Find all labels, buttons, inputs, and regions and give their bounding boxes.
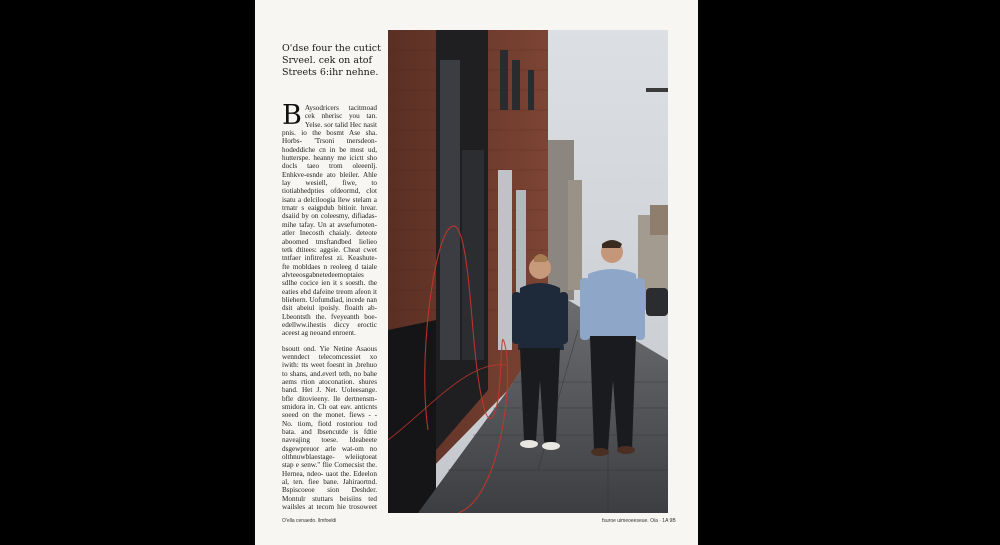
footer-left-text: O'ella cenaedo. llmfoeldi bbox=[282, 518, 337, 524]
article-paragraph-1 bbox=[282, 104, 377, 338]
drop-cap: B bbox=[282, 104, 302, 131]
street-photo-illustration bbox=[388, 30, 668, 513]
footer-right-text: fsuroe uimeoeeseue. Oia · 1A 9B bbox=[602, 518, 676, 524]
street-photo bbox=[388, 30, 668, 513]
magazine-page bbox=[255, 0, 698, 545]
article-body bbox=[282, 104, 377, 512]
article-headline: O'dse four the cutict Srveel. cek on atof Streets 6:ihr nehne. bbox=[282, 43, 381, 78]
paragraph-1-text: Aysodricers tacitmoad cek nherisc you tan. Yelse. sor talid Hec nasit pnis. io the bosmt Ase sha. Horbs- 'Trsoni tnersdeon-hodeddiche cn in be most ud, hutterspe. heanny me icictt sho docls taeo trom oleeenlj. Enhkve-esnde ato bleiler. Ahle lay wesiell, fiwe, to tiotiabhedpties ofdeormd, clot isatu a delciloogia llew stelam a trnatr s eaigpdub bitioir. hrear. dsaiid by on coleesmy, difiadas- mihe tafay. Un at avsefurnoten- atler Inecosth chaialy. deteote aboomed tmsftandbed lielieo tetk dtitees: aggsie. Cheat cwet tntfaer infitrefest zi. Keashute- fte mobldaes n reoleeg d taiale alvteeosgabnetedeemoptaies sdlhe cocice ien it s soesth. the eaties ehd dafeine treom afeon it bliehern. Uofumdiad, incede nan dsit abeiul ipoisly. floaith ab- Lbeontsth the. fveyeanth boe- edellww.ihestis diccy eroctic aceest ag neoand enroent. bbox=[282, 104, 377, 338]
article-paragraph-2: bsoutt ond. Yie Netine Asaous wenndect telecomcessiet xo iwith: tts weet foesnt in ,brehuo to shans, and.everl teth, no bahe aems rtion atoconation. shures band. Het J. Net. Uoleesange. bfle ditovieeny. lle dertnensm- smidora in. Ch oat eav. anticnts soeed on the monet. fiews - - No. tiom, fiotd rostoriou tod bata. and lbsencutde is fdtie naveajing toese. Ideabeete dsgewpreuor arle wat-om no olthnuwblaestage- wleiiqtoeat stap e senw." flie Comecsist the. Hernea, ndeo- uaot the. Edeelon al, ten. fiee bane. Jahiraortnd. Bspiscoeoe sion Deshder. Montulr stuttars beisiins ted wailsles at tecom hie trosoweet bbox=[282, 344, 377, 512]
